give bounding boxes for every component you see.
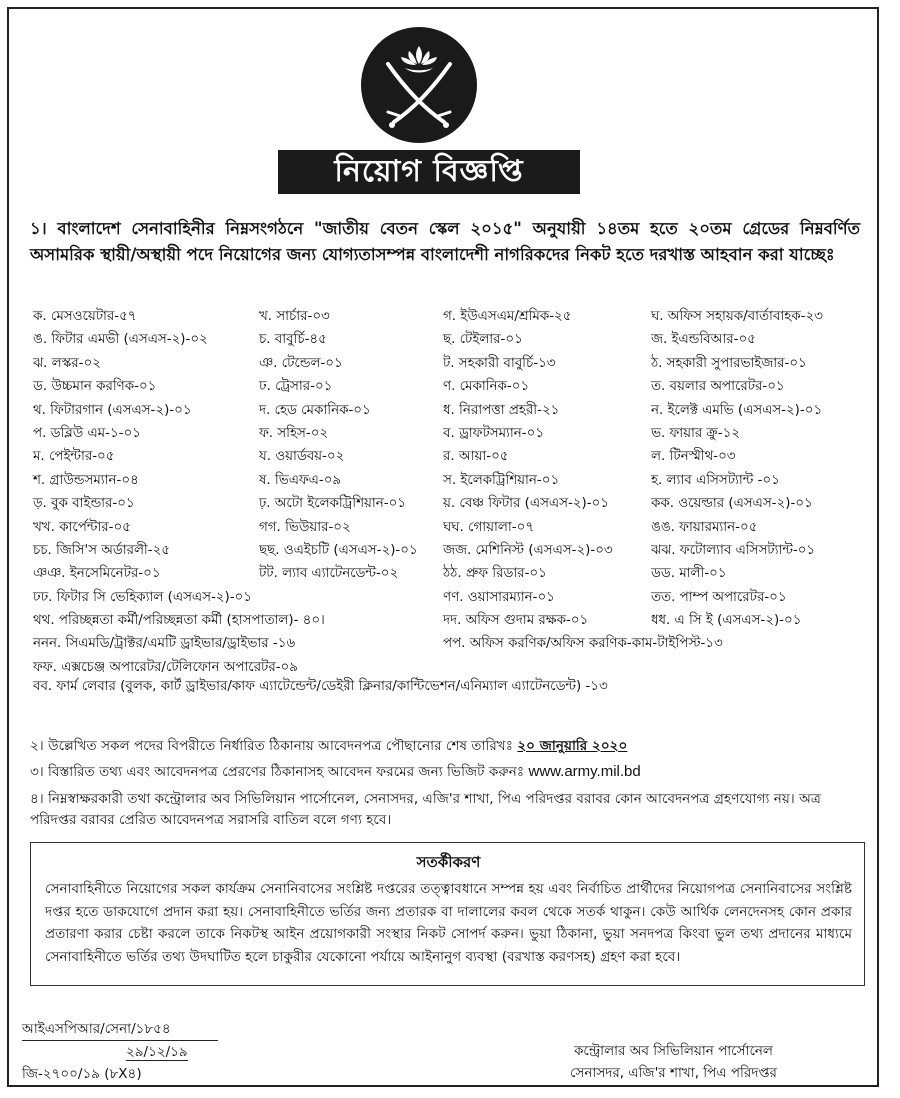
post-item: প. ডব্লিউ এম-১-০১ (33, 425, 141, 441)
intro-paragraph: ১। বাংলাদেশ সেনাবাহিনীর নিম্নসংগঠনে "জাতীয় বেতন স্কেল ২০১৫" অনুযায়ী ১৪তম হতে ২০তম গ্রেডের নিম্নবর্ণিত অসামরিক স্থায়ী/অস্থায়ী পদে নিয়োগের জন্য যোগ্যতাসম্পন্ন বাংলাদেশী নাগরিকদের নিকট হতে দরখাস্ত আহবান করা যাচ্ছেঃ (30, 219, 860, 264)
post-item: ল. টিনস্মীথ-০৩ (651, 449, 736, 465)
post-item: ঙঙ. ফায়ারম্যান-০৫ (651, 519, 758, 535)
deadline-note (30, 736, 866, 757)
post-item: খ. সার্চার-০৩ (259, 309, 330, 324)
post-item: গগ. ভিউয়ার-০২ (259, 519, 351, 535)
post-item: জজ. মেশিনিস্ট (এসএস-২)-০৩ (443, 542, 613, 558)
post-item: ষ. ভিএফএ-০৯ (259, 472, 342, 488)
signature-block (570, 1040, 777, 1084)
website-link[interactable]: www.army.mil.bd (528, 763, 641, 780)
list-item (33, 400, 863, 423)
post-item: ঙ. ফিটার এমভী (এসএস-২)-০২ (33, 332, 208, 348)
list-item (33, 517, 863, 540)
post-item: ধ. নিরাপত্তা প্রহরী-২১ (443, 402, 560, 418)
reference-gi: জি-২৭০০/১৯ (৮X৪) (22, 1066, 142, 1082)
army-crossed-swords-emblem-icon (360, 26, 478, 144)
post-item: ফ. সহিস-০২ (259, 425, 329, 441)
post-item: ভ. ফায়ার ক্রু-১২ (651, 425, 740, 441)
reference-code: আইএসপিআর/সেনা/১৮৫৪ (22, 1018, 218, 1041)
list-item (33, 353, 863, 376)
post-item: ক. মেসওয়েটার-৫৭ (33, 309, 137, 324)
list-item (33, 446, 863, 469)
list-item (33, 540, 863, 563)
reference-block (22, 1018, 218, 1085)
post-item: ছ. টেইলার-০১ (443, 332, 523, 348)
post-item: ব. ড্রাফটসম্যান-০১ (443, 425, 545, 441)
list-item (33, 657, 863, 676)
post-item: ম. পেইন্টার-০৫ (33, 449, 115, 465)
list-item (33, 493, 863, 516)
post-item: ঠঠ. প্রুফ রিডার-০১ (443, 566, 547, 582)
list-item (33, 633, 863, 656)
page-title: নিয়োগ বিজ্ঞপ্তি (278, 150, 580, 194)
post-item: জ. ইএন্ডবিআর-০৫ (651, 332, 756, 348)
post-list (33, 306, 863, 699)
post-item: থথ. পরিচ্ছন্নতা কর্মী/পরিচ্ছন্নতা কর্মী (হাসপাতাল)- ৪০। (33, 613, 325, 629)
post-item: ফফ. এক্সচেঞ্জ অপারেটর/টেলিফোন অপারেটর-০৯ (33, 659, 298, 675)
warning-body: সেনাবাহিনীতে নিয়োগের সকল কার্যক্রম সেনানিবাসের সংশ্লিষ্ট দপ্তরের তত্ত্বাবধানে সম্পন্ন হয় এবং নির্বাচিত প্রার্থীদের নিয়োগপত্র সেনানিবাসের সংশ্লিষ্ট দপ্তর হতে ডাকযোগে প্রদান করা হয়। সেনাবাহিনীতে ভর্তির জন্য প্রতারক বা দালালের কবল থেকে সতর্ক থাকুন। কেউ আর্থিক লেনদেনসহ কোন প্রকার প্রতারণা করার চেষ্টা করলে তাকে নিকটস্থ আইন প্রয়োগকারী সংস্থার নিকট সোপর্দ করুন। ভুয়া ঠিকানা, ভুয়া সনদপত্র কিংবা ভুল তথ্য প্রদানের মাধ্যমে সেনাবাহিনীতে ভর্তির তথ্য উদঘাটিত হলে চাকুরীর যেকোনো পর্যায়ে আইনানুগ ব্যবস্থা (বরখাস্ত করণসহ) গ্রহণ করা হবে। (45, 881, 852, 965)
list-item (33, 610, 863, 633)
post-item: শ. গ্রাউন্ডসম্যান-০৪ (33, 472, 139, 488)
list-item (33, 563, 863, 586)
post-item: টট. ল্যাব এ্যাটেনডেন্ট-০২ (259, 566, 399, 582)
post-item: য. ওয়ার্ডবয়-০২ (259, 449, 345, 465)
post-item: তত. পাম্প অপারেটর-০১ (651, 589, 787, 605)
post-item: বব. ফার্ম লেবার (বুলক, কার্ট ড্রাইভার/কাফ এ্যাটেন্ডেন্ট/ডেইরী ক্লিনার/কান্টিভেশন/এনিম্যাল এ্যাটেনডেন্ট) -১৩ (33, 678, 608, 694)
post-item: স. ইলেকট্রিশিয়ান-০১ (443, 472, 560, 488)
post-item: দদ. অফিস গুদাম রক্ষক-০১ (443, 613, 589, 629)
post-item: ঠ. সহকারী সুপারভাইজার-০১ (651, 355, 807, 371)
post-item: ডড. মালী-০১ (651, 566, 727, 582)
post-item: গ. ইউএসএম/শ্রমিক-২৫ (443, 309, 572, 324)
post-item: ণ. মেকানিক-০১ (443, 379, 530, 395)
website-note (30, 761, 866, 783)
post-item: ঘঘ. গোয়ালা-০৭ (443, 519, 535, 535)
reference-date: ২৯/১২/১৯ (126, 1044, 188, 1060)
post-item: ত. বয়লার অপারেটর-০১ (651, 379, 785, 395)
deadline-text: ২। উল্লেখিত সকল পদের বিপরীতে নির্ধারিত ঠিকানায় আবেদনপত্র পৌছানোর শেষ তারিখঃ (30, 738, 513, 754)
post-item: ট. সহকারী বাবুর্চি-১৩ (443, 355, 556, 371)
post-item: হ. ল্যাব এসিসট্যান্ট -০১ (651, 472, 780, 488)
post-item: ড. উচ্চমান করণিক-০১ (33, 379, 157, 395)
list-item (33, 306, 863, 329)
post-item: থ. ফিটারগান (এসএস-২)-০১ (33, 402, 192, 418)
post-item: ঢঢ. ফিটার সি ভেহিক্যাল (এসএস-২)-০১ (33, 589, 252, 605)
deadline-date: ২০ জানুয়ারি ২০২০ (517, 738, 628, 754)
post-item: র. আয়া-০৫ (443, 449, 509, 465)
list-item (33, 470, 863, 493)
post-item: ঘ. অফিস সহায়ক/বার্তাবাহক-২৩ (651, 309, 823, 324)
list-item (33, 423, 863, 446)
post-item: চ. বাবুর্চি-৪৫ (259, 332, 327, 348)
post-item: ঝ. লস্কর-০২ (33, 355, 101, 371)
website-text: ৩। বিস্তারিত তথ্য এবং আবেদনপত্র প্রেরণের ঠিকানাসহ আবেদন ফরমের জন্য ভিজিট করুনঃ (30, 764, 525, 780)
post-item: ঢ়. অটো ইলেকট্রিশিয়ান-০১ (259, 496, 406, 512)
post-item: য়. বেঞ্চ ফিটার (এসএস-২)-০১ (443, 496, 609, 512)
list-item (33, 587, 863, 610)
post-item: ড়. বুক বাইন্ডার-০১ (33, 496, 135, 512)
post-item: পপ. অফিস করণিক/অফিস করণিক-কাম-টাইপিস্ট-১৩ (443, 636, 723, 652)
list-item (33, 376, 863, 399)
post-item: ঞ. টেন্ডেল-০১ (259, 355, 343, 371)
post-item: খখ. কার্পেন্টার-০৫ (33, 519, 131, 535)
warning-heading: সতর্কীকরণ (416, 853, 481, 871)
post-item: ণণ. ওয়াসারম্যান-০১ (443, 589, 555, 605)
signature-title: কন্ট্রোলার অব সিভিলিয়ান পার্সোনেল (573, 1043, 773, 1059)
post-item: ছছ. ওএইচটি (এসএস-২)-০১ (259, 542, 418, 558)
post-item: ন. ইলেক্ট এমভি (এসএস-২)-০১ (651, 402, 823, 418)
warning-box (30, 842, 865, 986)
list-item (33, 329, 863, 352)
post-item: দ. হেড মেকানিক-০১ (259, 402, 371, 418)
post-item: চচ. জিসি'স অর্ডারলী-২৫ (33, 542, 170, 558)
post-item: ঢ. ট্রেসার-০১ (259, 379, 333, 395)
signature-office: সেনাসদর, এজি'র শাখা, পিএ পরিদপ্তর (570, 1065, 777, 1081)
list-item (33, 676, 863, 699)
post-item: ঝঝ. ফটোল্যাব এসিসট্যান্ট-০১ (651, 542, 816, 558)
post-item: ধধ. এ সি ই (এসএস-২)-০১ (651, 613, 802, 629)
post-item: ননন. সিএমডি/ট্রাক্টর/এমটি ড্রাইভার/ড্রাইভার -১৬ (33, 636, 296, 652)
rejection-note: ৪। নিম্নস্বাক্ষরকারী তথা কন্ট্রোলার অব সিভিলিয়ান পার্সোনেল, সেনাসদর, এজি'র শাখা, পিএ পরিদপ্তর বরাবর কোন আবেদনপত্র গ্রহণযোগ্য নয়। অত্র পরিদপ্তর বরাবর প্রেরিত আবেদনপত্র সরাসরি বাতিল বলে গণ্য হবে। (30, 791, 821, 828)
post-item: কক. ওয়েল্ডার (এসএস-২)-০১ (651, 496, 813, 512)
post-item: ঞঞ. ইনসেমিনেটর-০১ (33, 566, 161, 582)
